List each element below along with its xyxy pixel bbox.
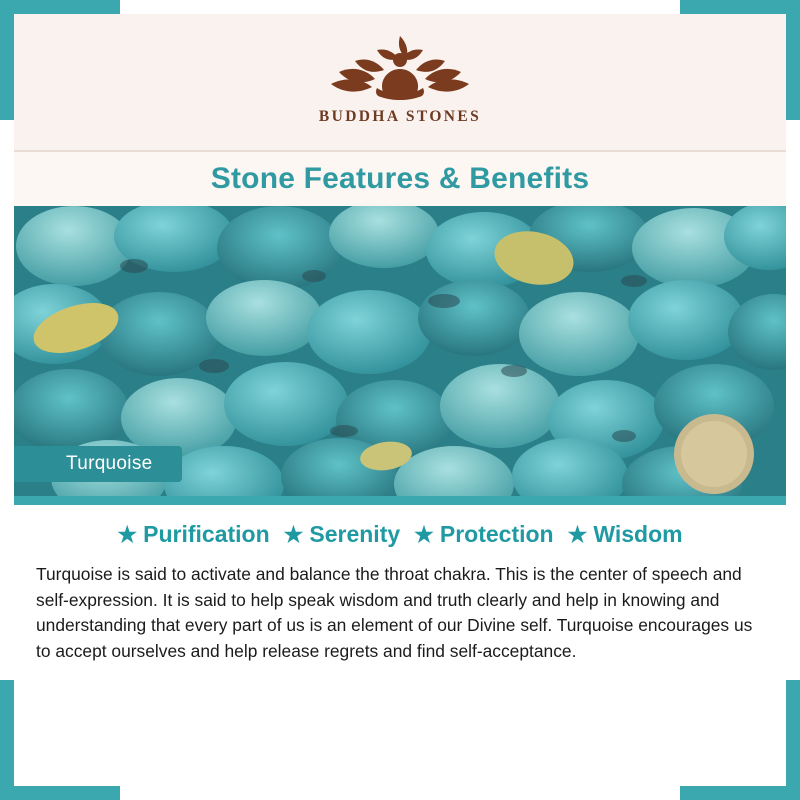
- stone-name-label: Turquoise: [14, 446, 182, 482]
- star-icon: ★: [117, 521, 138, 547]
- hero-image: [14, 206, 786, 496]
- benefit-item-protection: [414, 521, 553, 548]
- poster-content: [14, 14, 786, 786]
- benefit-label: Purification: [143, 521, 270, 547]
- star-icon: ★: [414, 521, 434, 547]
- benefit-label: Protection: [439, 521, 554, 547]
- benefit-item-serenity: [284, 521, 401, 548]
- section-divider: [14, 496, 786, 505]
- benefit-item-wisdom: [568, 521, 683, 548]
- brand-header: [14, 14, 786, 150]
- bottom-spacer: [14, 664, 786, 724]
- benefits-row: [14, 505, 786, 554]
- title-band: [14, 150, 786, 206]
- benefit-label: Wisdom: [593, 521, 683, 547]
- page-title: Stone Features & Benefits: [210, 162, 590, 195]
- brand-name: BUDDHA STONES: [318, 108, 482, 125]
- star-icon: ★: [567, 521, 588, 547]
- description-text: Turquoise is said to activate and balance the throat chakra. This is the center of speech and self-expression. It is said to help speak wisdom and truth clearly and help in knowing and understanding that every part of us is an element of our Divine self. Turquoise encourages us to accept ourselves and help release regrets and find self-acceptance.: [36, 564, 753, 661]
- benefit-item-purification: [117, 521, 269, 548]
- star-icon: ★: [283, 521, 304, 547]
- lotus-meditation-icon: [325, 28, 475, 106]
- benefit-label: Serenity: [309, 521, 401, 547]
